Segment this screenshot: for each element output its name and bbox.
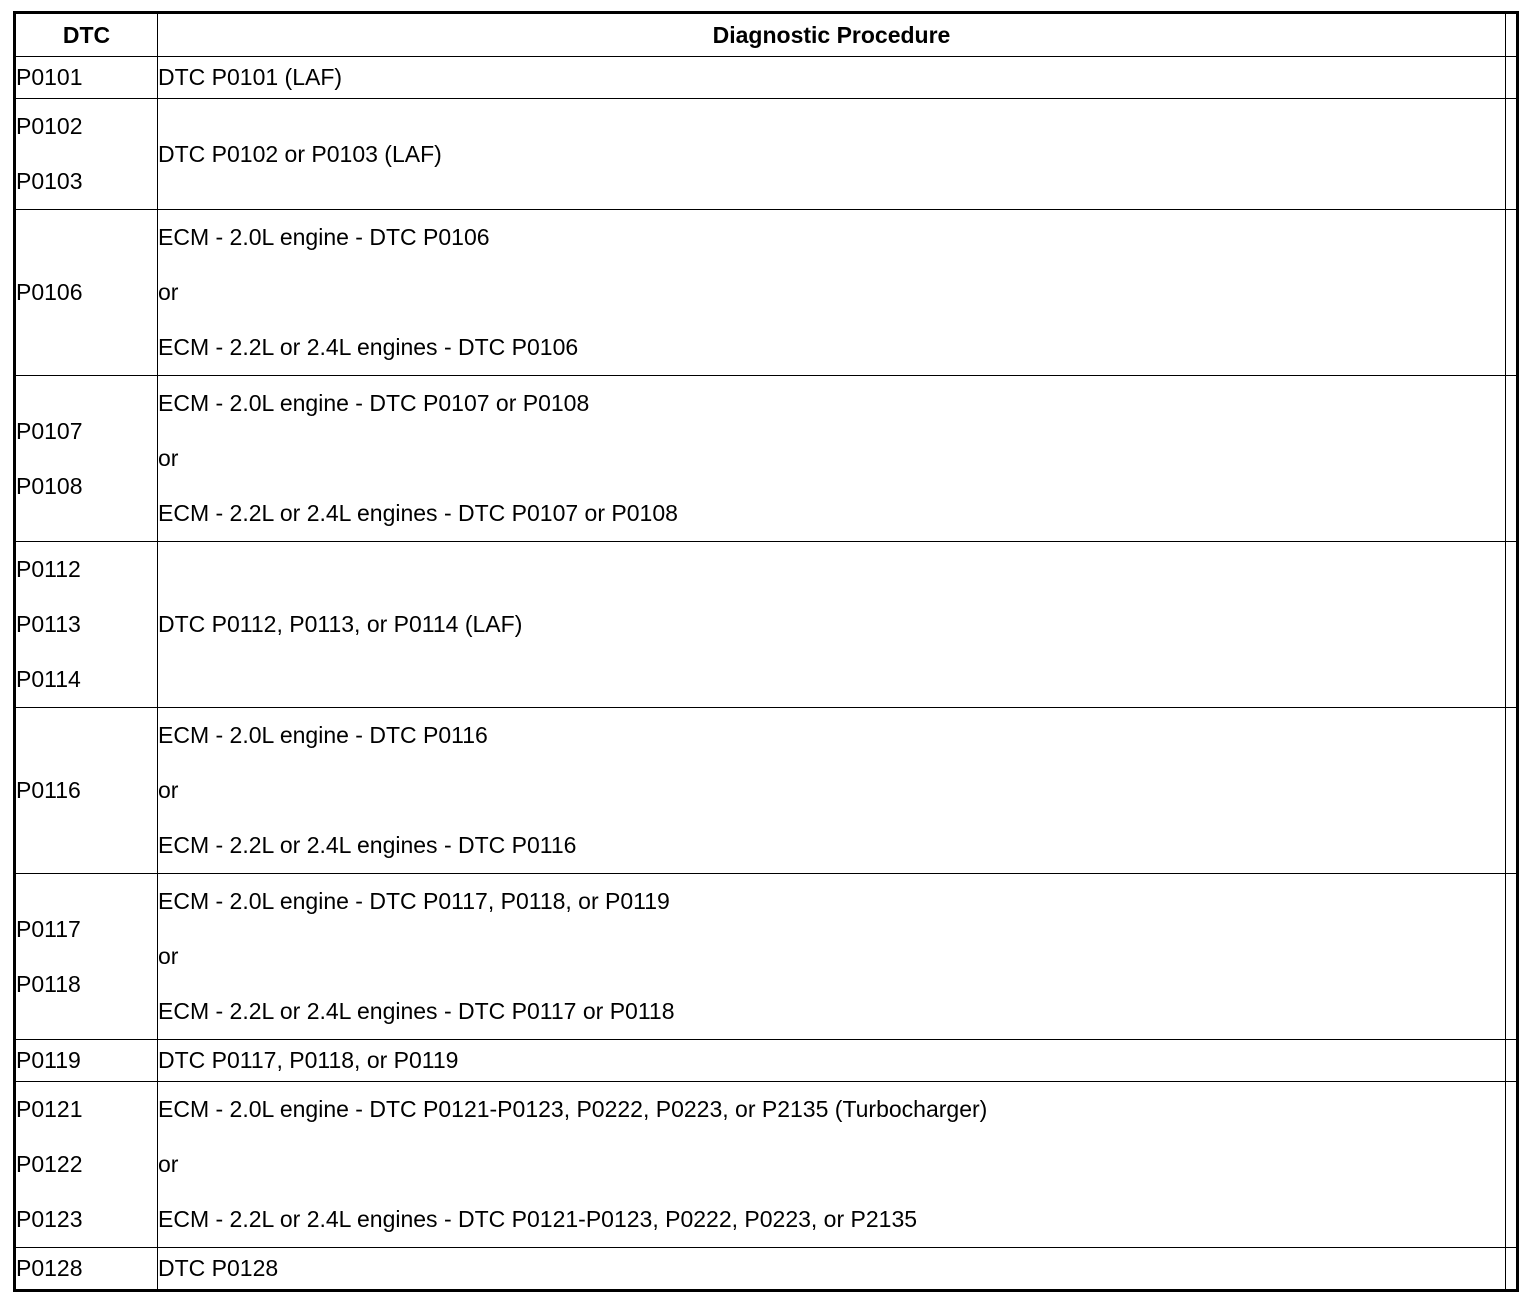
dtc-code: P0113 bbox=[16, 611, 81, 637]
dtc-code: P0122 bbox=[16, 1151, 83, 1177]
table-row bbox=[15, 542, 1518, 708]
dtc-code: P0119 bbox=[16, 1047, 81, 1073]
dtc-code: P0106 bbox=[16, 279, 83, 305]
table-row bbox=[15, 99, 1518, 210]
procedure-line: or bbox=[158, 777, 179, 803]
procedure-line: ECM - 2.2L or 2.4L engines - DTC P0117 or P0118 bbox=[158, 998, 675, 1024]
procedure-cell bbox=[158, 1082, 1506, 1248]
dtc-code: P0108 bbox=[16, 472, 83, 499]
dtc-code: P0102 bbox=[16, 113, 83, 139]
row-spacer bbox=[1506, 542, 1518, 708]
procedure-line: ECM - 2.0L engine - DTC P0107 or P0108 bbox=[158, 390, 590, 416]
dtc-code-cell bbox=[15, 57, 158, 99]
procedure-cell bbox=[158, 874, 1506, 1040]
procedure-line: ECM - 2.0L engine - DTC P0116 bbox=[158, 722, 488, 748]
dtc-code: P0116 bbox=[16, 777, 81, 803]
table-row bbox=[15, 376, 1518, 542]
header-procedure: Diagnostic Procedure bbox=[158, 13, 1506, 57]
table-row bbox=[15, 210, 1518, 376]
header-dtc: DTC bbox=[15, 13, 158, 57]
table-row bbox=[15, 1040, 1518, 1082]
procedure-line: DTC P0102 or P0103 (LAF) bbox=[158, 140, 442, 167]
dtc-code-cell bbox=[15, 874, 158, 1040]
procedure-line: ECM - 2.2L or 2.4L engines - DTC P0107 or P0108 bbox=[158, 500, 678, 526]
dtc-code: P0118 bbox=[16, 970, 81, 997]
procedure-line: or bbox=[158, 1151, 179, 1177]
row-spacer bbox=[1506, 210, 1518, 376]
procedure-line: DTC P0101 (LAF) bbox=[158, 64, 343, 90]
procedure-line: or bbox=[158, 445, 179, 471]
dtc-code-cell bbox=[15, 99, 158, 210]
row-spacer bbox=[1506, 708, 1518, 874]
dtc-code: P0103 bbox=[16, 168, 83, 194]
row-spacer bbox=[1506, 1040, 1518, 1082]
procedure-line: DTC P0128 bbox=[158, 1255, 279, 1281]
dtc-code: P0101 bbox=[16, 64, 83, 90]
procedure-cell bbox=[158, 542, 1506, 708]
procedure-line: DTC P0112, P0113, or P0114 (LAF) bbox=[158, 611, 523, 637]
procedure-cell bbox=[158, 376, 1506, 542]
procedure-line: or bbox=[158, 943, 179, 969]
table-body bbox=[15, 57, 1518, 1291]
header-spacer bbox=[1506, 13, 1518, 57]
dtc-code: P0117 bbox=[16, 915, 81, 942]
procedure-line: ECM - 2.2L or 2.4L engines - DTC P0106 bbox=[158, 334, 579, 360]
header-row bbox=[15, 13, 1518, 57]
table-row bbox=[15, 708, 1518, 874]
procedure-line: ECM - 2.2L or 2.4L engines - DTC P0121-P0123, P0222, P0223, or P2135 bbox=[158, 1206, 918, 1232]
procedure-line: ECM - 2.2L or 2.4L engines - DTC P0116 bbox=[158, 832, 577, 858]
procedure-cell bbox=[158, 1040, 1506, 1082]
row-spacer bbox=[1506, 874, 1518, 1040]
dtc-code-cell bbox=[15, 1082, 158, 1248]
procedure-line: ECM - 2.0L engine - DTC P0121-P0123, P0222, P0223, or P2135 (Turbocharger) bbox=[158, 1096, 988, 1122]
row-spacer bbox=[1506, 1248, 1518, 1291]
table-row bbox=[15, 874, 1518, 1040]
row-spacer bbox=[1506, 99, 1518, 210]
dtc-code-cell bbox=[15, 708, 158, 874]
dtc-code-cell bbox=[15, 1248, 158, 1291]
dtc-code: P0123 bbox=[16, 1206, 83, 1232]
procedure-cell bbox=[158, 210, 1506, 376]
dtc-code: P0107 bbox=[16, 417, 83, 444]
row-spacer bbox=[1506, 1082, 1518, 1248]
procedure-line: DTC P0117, P0118, or P0119 bbox=[158, 1047, 459, 1073]
table-row bbox=[15, 1082, 1518, 1248]
procedure-cell bbox=[158, 708, 1506, 874]
procedure-cell bbox=[158, 99, 1506, 210]
dtc-code: P0114 bbox=[16, 666, 81, 692]
row-spacer bbox=[1506, 376, 1518, 542]
dtc-code: P0128 bbox=[16, 1255, 83, 1281]
dtc-code: P0112 bbox=[16, 556, 81, 582]
dtc-code: P0121 bbox=[16, 1096, 83, 1122]
procedure-cell bbox=[158, 57, 1506, 99]
procedure-line: ECM - 2.0L engine - DTC P0117, P0118, or P0119 bbox=[158, 888, 670, 914]
dtc-table bbox=[13, 11, 1519, 1292]
procedure-cell bbox=[158, 1248, 1506, 1291]
row-spacer bbox=[1506, 57, 1518, 99]
dtc-code-cell bbox=[15, 1040, 158, 1082]
procedure-line: or bbox=[158, 279, 179, 305]
dtc-code-cell bbox=[15, 210, 158, 376]
table-row bbox=[15, 57, 1518, 99]
procedure-line: ECM - 2.0L engine - DTC P0106 bbox=[158, 224, 490, 250]
dtc-code-cell bbox=[15, 376, 158, 542]
table-row bbox=[15, 1248, 1518, 1291]
dtc-code-cell bbox=[15, 542, 158, 708]
